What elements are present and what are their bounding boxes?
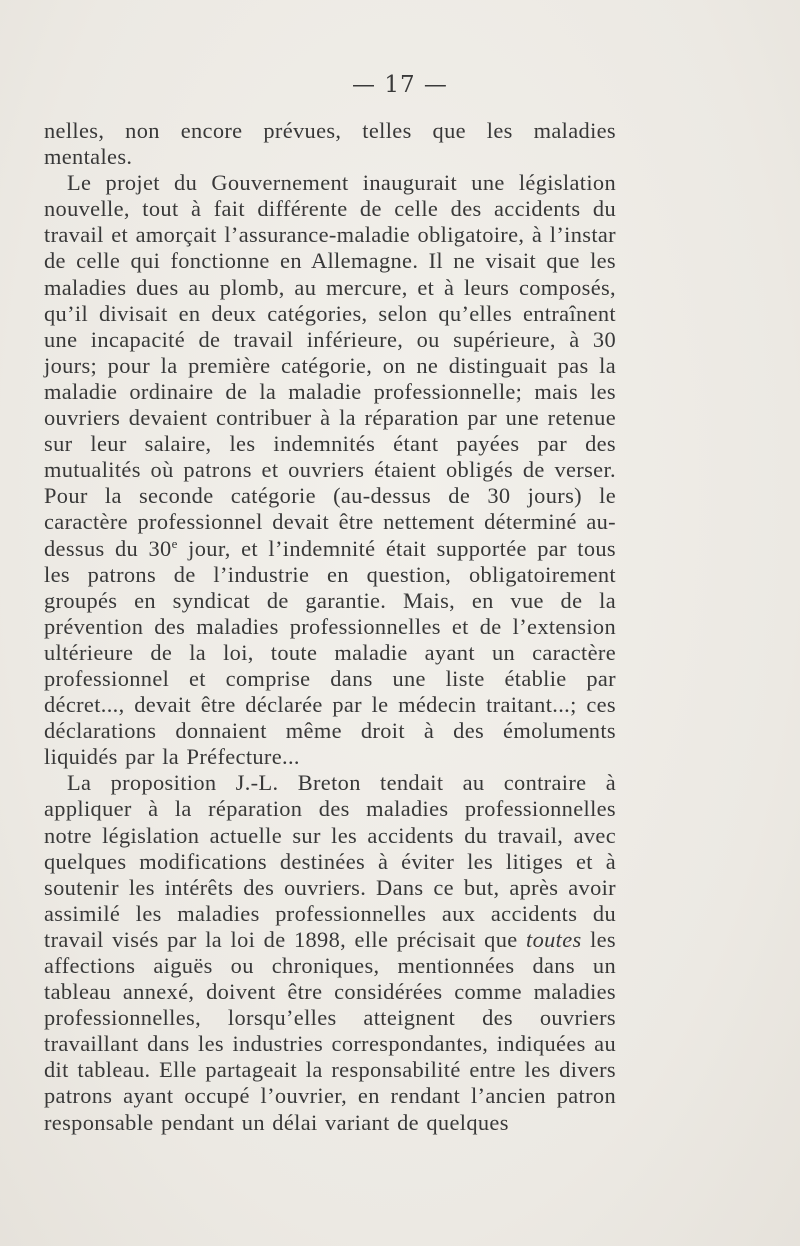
page-number: — 17 — xyxy=(352,72,448,98)
paragraph-3-text-b: les affections aiguës ou chroniques, mentionnées dans un tableau annexé, doivent être considérées comme maladies professionnelles, lorsqu’elles atteignent des ouvriers travaillant dans les industries correspondantes, indiquées au dit tableau. Elle partageait la responsabilité entre les divers patrons ayant occupé l’ouvrier, en rendant l’ancien patron responsable pendant un délai variant de quelques xyxy=(44,926,616,1135)
paragraph-1-text: nelles, non encore prévues, telles que les maladies mentales. xyxy=(44,118,616,170)
paragraph-2-text-a: Le projet du Gouvernement inaugurait une législation nouvelle, tout à fait différente de celle des accidents du travail et amorçait l’assurance-maladie obligatoire, à l’instar de celle qui fonctionne en Allemagne. Il ne visait que les maladies dues au plomb, au mercure, et à leurs composés, qu’il divisait en deux catégories, selon qu’elles entraînent une incapacité de travail inférieure, ou supérieure, à 30 jours; pour la première catégorie, on ne distinguait pas la maladie ordinaire de la maladie professionnelle; mais les ouvriers devaient contribuer à la réparation par une retenue sur leur salaire, les indemnités étant payées par des mutualités où patrons et ouvriers étaient obligés de verser. Pour la seconde catégorie (au-dessus de 30 jours) le caractère professionnel devait être nettement déterminé au-dessus du 30 xyxy=(44,170,616,561)
paragraph-1 xyxy=(44,118,616,170)
paragraph-2-text-b: jour, et l’indemnité était supportée par tous les patrons de l’industrie en question, obligatoirement groupés en syndicat de garantie. Mais, en vue de la prévention des maladies professionnelles et de l’extension ultérieure de la loi, toute maladie ayant un caractère professionnel et comprise dans une liste établie par décret..., devait être déclarée par le médecin traitant...; ces déclarations donnaient même droit à des émoluments liquidés par la Préfecture... xyxy=(44,535,616,770)
emphasis-toutes: toutes xyxy=(526,926,582,952)
paragraph-2 xyxy=(44,170,616,770)
paragraph-3 xyxy=(44,770,616,1135)
paragraph-3-text-a: La proposition J.-L. Breton tendait au contraire à appliquer à la réparation des maladies professionnelles notre législation actuelle sur les accidents du travail, avec quelques modifications destinées à éviter les litiges et à soutenir les intérêts des ouvriers. Dans ce but, après avoir assimilé les maladies professionnelles aux accidents du travail visés par la loi de 1898, elle précisait que xyxy=(44,770,616,952)
body-text xyxy=(44,118,616,1136)
ordinal-superscript: e xyxy=(171,535,178,551)
